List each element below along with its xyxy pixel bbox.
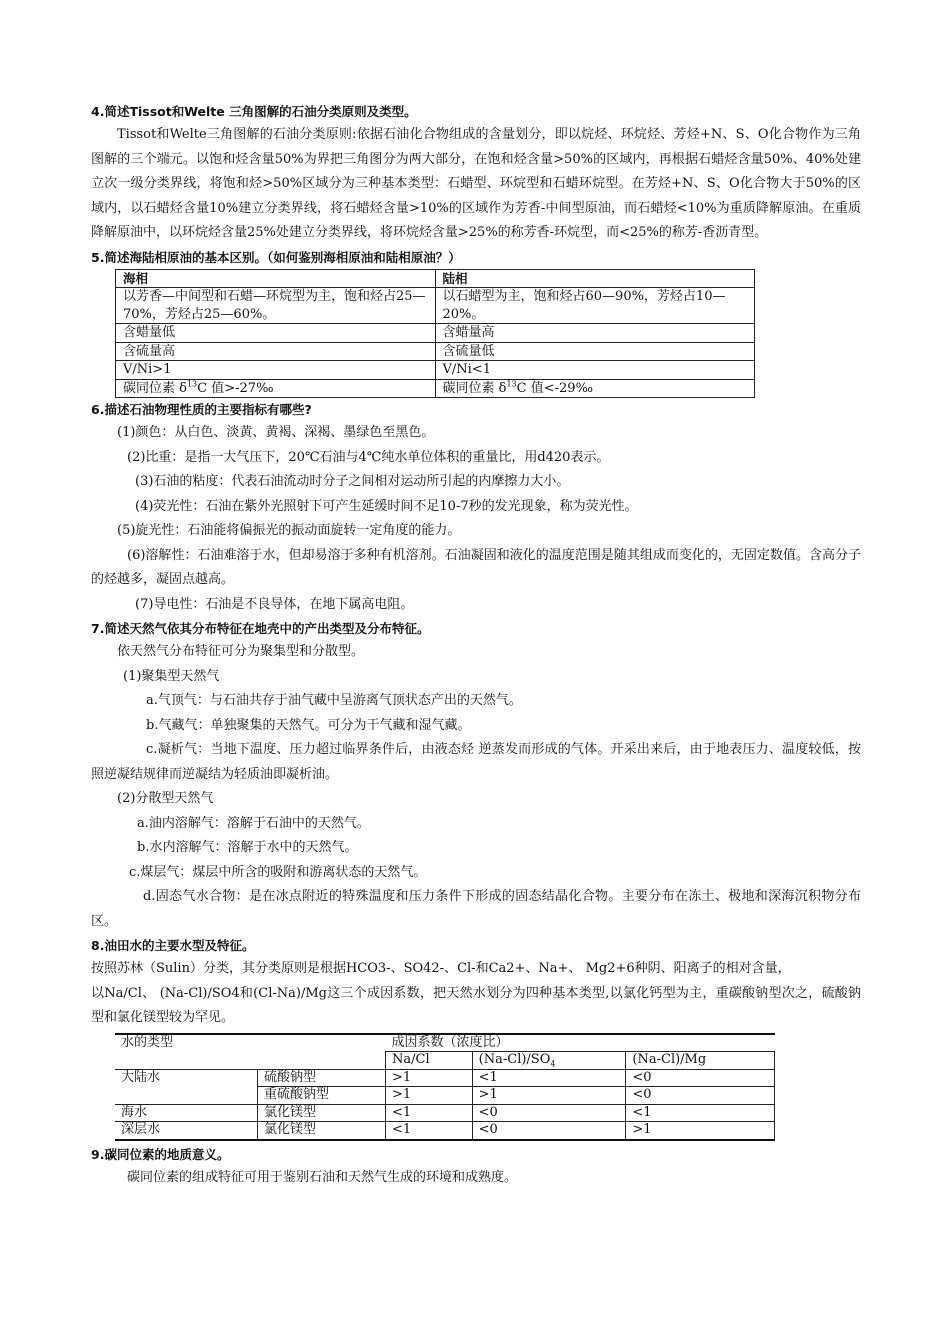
table-header-continental: 陆相	[435, 269, 755, 288]
list-item: (1)颜色：从白色、淡黄、黄褐、深褐、墨绿色至黑色。	[117, 425, 435, 440]
group-heading: (2)分散型天然气	[117, 791, 214, 806]
table-cell: 深层水	[115, 1122, 258, 1140]
table-cell: V/Ni>1	[116, 361, 436, 380]
marine-continental-table	[115, 269, 755, 399]
water-type-table	[115, 1033, 775, 1141]
table-cell: <1	[626, 1104, 775, 1122]
table-row	[116, 324, 755, 343]
section-9-body: 碳同位素的组成特征可用于鉴别石油和天然气生成的环境和成熟度。	[127, 1169, 518, 1185]
list-item: a.油内溶解气：溶解于石油中的天然气。	[137, 815, 370, 831]
table-cell: <1	[386, 1122, 473, 1140]
group-heading: (1)聚集型天然气	[123, 668, 220, 684]
table-cell-isotope-marine: 碳同位素 $\delta^{13}C$ 值>-27‰	[116, 379, 436, 398]
section-7-intro: 依天然气分布特征可分为聚集型和分散型。	[117, 644, 365, 659]
section-7-title: 7.简述天然气依其分布特征在地壳中的产出类型及分布特征。	[91, 621, 430, 636]
table-cell	[115, 1087, 258, 1105]
section-9-title: 9.碳同位素的地质意义。	[91, 1146, 230, 1162]
list-item: b.气藏气：单独聚集的天然气。可分为干气藏和湿气藏。	[146, 717, 471, 733]
table-header-marine: 海相	[116, 269, 436, 288]
table-cell: 氯化镁型	[258, 1122, 386, 1140]
list-item: c.凝析气：当地下温度、压力超过临界条件后，由液态烃 逆蒸发而形成的气体。开采出来后，由于地表压力、温度较低，按照逆凝结规律而逆凝结为轻质油即凝析油。	[91, 742, 861, 782]
table-cell: 以石蜡型为主，饱和烃占60—90%，芳烃占10—20%。	[435, 288, 755, 324]
table-cell: <0	[626, 1069, 775, 1087]
table-cell: 含硫量低	[435, 342, 755, 361]
list-item: (7)导电性：石油是不良导体，在地下属高电阻。	[135, 596, 414, 612]
table-header-na-cl-so4: $(Na-Cl)/SO_4$	[472, 1052, 626, 1070]
table-row	[116, 379, 755, 398]
table-cell: <0	[472, 1104, 626, 1122]
section-4-title: 4.简述Tissot和Welte 三角图解的石油分类原则及类型。	[91, 104, 417, 119]
table-cell: <1	[472, 1069, 626, 1087]
table-cell: 以芳香—中间型和石蜡—环烷型为主，饱和烃占25—70%，芳烃占25—60%。	[116, 288, 436, 324]
table-header-na-cl-mg: (Na-Cl)/Mg	[626, 1052, 775, 1070]
table-header-water-type: 水的类型	[115, 1034, 386, 1052]
section-8-line-2: 以Na/Cl、 (Na-Cl)/SO4和(Cl-Na)/Mg这三个成因系数，把天然水划分为四种基本类型,以氯化钙型为主，重碳酸钠型次之，硫酸钠型和氯化镁型较为罕见。	[91, 985, 861, 1025]
list-item: b.水内溶解气：溶解于水中的天然气。	[137, 840, 358, 855]
table-cell: >1	[386, 1087, 473, 1105]
table-cell-isotope-continental: 碳同位素 $\delta^{13}C$ 值<-29‰	[435, 379, 755, 398]
table-cell: <1	[386, 1104, 473, 1122]
table-cell: >1	[626, 1122, 775, 1140]
table-cell: 海水	[115, 1104, 258, 1122]
table-cell: 重硫酸钠型	[258, 1087, 386, 1105]
table-cell: >1	[386, 1069, 473, 1087]
table-cell: <0	[626, 1087, 775, 1105]
section-8-line-1: 按照苏林（Sulin）分类，其分类原则是根据HCO3-、SO42-、Cl-和Ca2+、Na+、 Mg2+6种阴、阳离子的相对含量，	[91, 961, 791, 976]
table-cell: 硫酸钠型	[258, 1069, 386, 1087]
table-row	[116, 361, 755, 380]
section-5-title: 5.简述海陆相原油的基本区别。（如何鉴别海相原油和陆相原油？）	[91, 249, 461, 265]
table-cell: 氯化镁型	[258, 1104, 386, 1122]
table-row	[115, 1087, 775, 1105]
section-8-title: 8.油田水的主要水型及特征。	[91, 938, 255, 953]
list-item: (5)旋光性：石油能将偏振光的振动面旋转一定角度的能力。	[117, 523, 461, 538]
list-item: (3)石油的粘度：代表石油流动时分子之间相对运动所引起的内摩擦力大小。	[135, 474, 570, 489]
table-cell: <0	[472, 1122, 626, 1140]
list-item: a.气顶气：与石油共存于油气藏中呈游离气顶状态产出的天然气。	[146, 693, 522, 708]
table-row	[116, 288, 755, 324]
table-row	[115, 1104, 775, 1122]
table-cell: 大陆水	[115, 1069, 258, 1087]
table-row	[115, 1069, 775, 1087]
table-cell: >1	[472, 1087, 626, 1105]
table-cell: V/Ni<1	[435, 361, 755, 380]
section-6-title: 6.描述石油物理性质的主要指标有哪些?	[91, 402, 312, 417]
document-page	[91, 100, 861, 1190]
table-cell: 含蜡量高	[435, 324, 755, 343]
table-header-na-cl: Na/Cl	[386, 1052, 473, 1070]
table-row	[115, 1122, 775, 1140]
list-item: d.固态气水合物：是在冰点附近的特殊温度和压力条件下形成的固态结晶化合物。主要分布在冻土、极地和深海沉积物分布区。	[91, 889, 861, 929]
table-header-genetic-coefficient: 成因系数（浓度比）	[386, 1034, 775, 1052]
section-4-body: Tissot和Welte三角图解的石油分类原则:依据石油化合物组成的含量划分，即以烷烃、环烷烃、芳烃+N、S、O化合物作为三角图解的三个端元。以饱和烃含量50%为界把三角图分为两大部分，在饱和烃含量>50%的区域内，再根据石蜡烃含量50%、40%处建立次一级分类界线，将饱和烃>50%区域分为三种基本类型：石蜡型、环烷型和石蜡环烷型。在芳烃+N、S、O化合物大于50%的区域内，以石蜡烃含量10%建立分类界线，将石蜡烃含量>10%的区域作为芳香-中间型原油，而石蜡烃<10%为重质降解原油。在重质降解原油中，以环烷烃含量25%处建立分类界线，将环烷烃含量>25%的称芳香-环烷型，而<25%的称芳-香沥青型。	[91, 127, 861, 240]
list-item: (2)比重：是指一大气压下，20℃石油与4℃纯水单位体积的重量比，用d420表示。	[127, 449, 610, 465]
list-item: (4)荧光性：石油在紫外光照射下可产生延缓时间不足10-7秒的发光现象，称为荧光性。	[135, 498, 638, 514]
list-item: c.煤层气：煤层中所含的吸附和游离状态的天然气。	[129, 864, 427, 880]
list-item: (6)溶解性：石油难溶于水，但却易溶于多种有机溶剂。石油凝固和液化的温度范围是随其组成而变化的，无固定数值。含高分子的烃越多，凝固点越高。	[91, 547, 861, 587]
table-row	[116, 342, 755, 361]
table-cell: 含蜡量低	[116, 324, 436, 343]
table-cell: 含硫量高	[116, 342, 436, 361]
